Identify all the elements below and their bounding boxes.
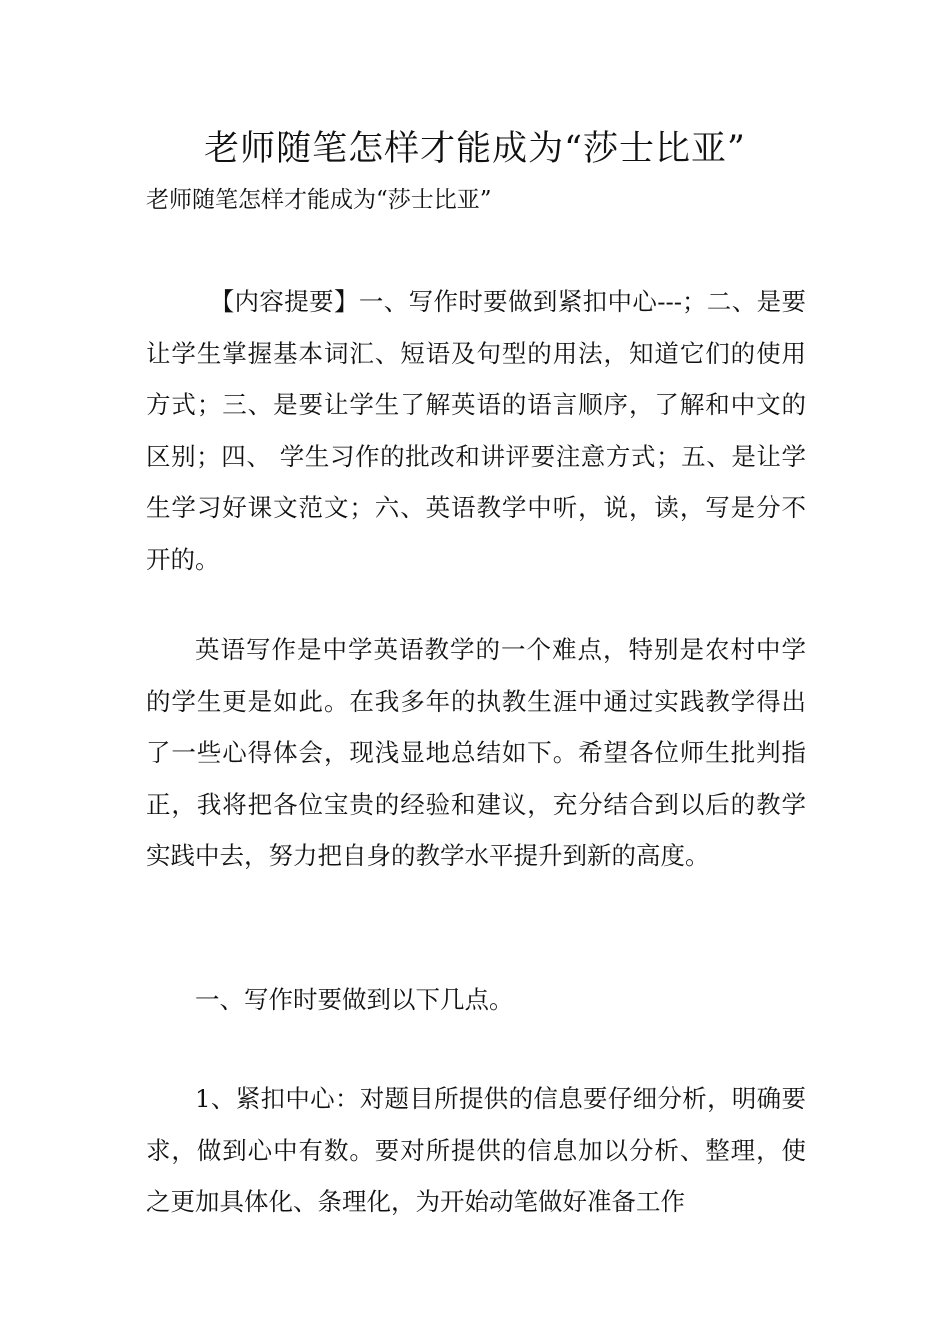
item-paragraph: 1、紧扣中心：对题目所提供的信息要仔细分析，明确要求，做到心中有数。要对所提供的信息加以分析、整理，使之更加具体化、条理化，为开始动笔做好准备工作 — [146, 1084, 806, 1216]
document-subtitle: 老师随笔怎样才能成为“莎士比亚” — [146, 187, 492, 213]
section-heading: 一、写作时要做到以下几点。 — [195, 985, 514, 1014]
intro-paragraph: 英语写作是中学英语教学的一个难点，特别是农村中学的学生更是如此。在我多年的执教生涯中通过实践教学得出了一些心得体会，现浅显地总结如下。希望各位师生批判指正，我将把各位宝贵的经验和建议，充分结合到以后的教学实践中去，努力把自身的教学水平提升到新的高度。 — [146, 635, 806, 870]
document-title: 老师随笔怎样才能成为“莎士比亚” — [204, 129, 746, 169]
summary-paragraph: 【内容提要】一、写作时要做到紧扣中心---；二、是要让学生掌握基本词汇、短语及句型的用法，知道它们的使用方式；三、是要让学生了解英语的语言顺序，了解和中文的区别；四、 学生习作的批改和讲评要注意方式；五、是让学生学习好课文范文；六、英语教学中听，说，读，写是分不开的。 — [146, 287, 806, 574]
